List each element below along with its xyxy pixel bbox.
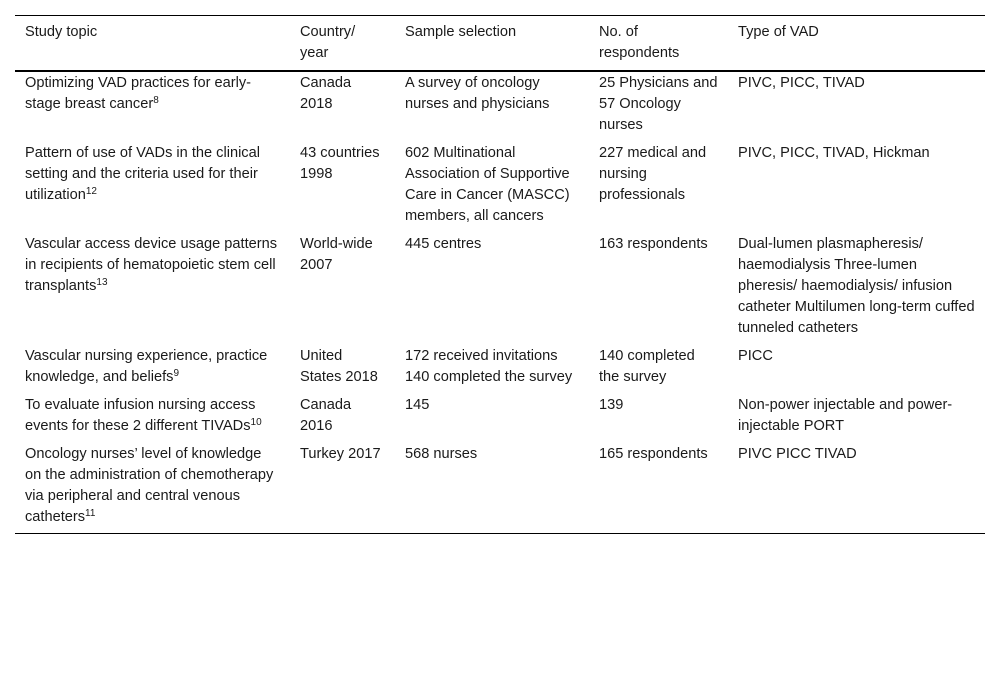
cell-sample-selection: A survey of oncology nurses and physicians bbox=[405, 75, 550, 112]
cell-vad-type: Dual-lumen plasmapheresis/ haemodialysis Three-lumen pheresis/ haemodialysis/ infusion catheter Multilumen long-term cuffed tunneled catheters bbox=[738, 236, 975, 336]
cell-country-year: Turkey 2017 bbox=[300, 446, 381, 462]
cell-country-year: Canada 2016 bbox=[300, 397, 352, 434]
cell-sample-selection: 172 received invitations 140 completed the survey bbox=[405, 348, 573, 385]
reference-number: 9 bbox=[173, 368, 180, 379]
cell-respondents: 165 respondents bbox=[599, 446, 708, 462]
header-study-topic: Study topic bbox=[25, 24, 98, 40]
reference-number: 13 bbox=[96, 277, 108, 288]
reference-number: 8 bbox=[153, 95, 159, 106]
cell-respondents: 163 respondents bbox=[599, 236, 708, 252]
vad-studies-table bbox=[15, 15, 985, 534]
cell-country-year: World-wide 2007 bbox=[300, 236, 373, 273]
table-header bbox=[15, 16, 985, 72]
cell-respondents: 140 completed the survey bbox=[599, 348, 695, 385]
cell-vad-type: PICC bbox=[738, 348, 773, 364]
cell-vad-type: PIVC, PICC, TIVAD bbox=[738, 75, 865, 91]
table-row bbox=[15, 137, 985, 228]
cell-sample-selection: 445 centres bbox=[405, 236, 482, 252]
cell-vad-type: Non-power injectable and power-injectable PORT bbox=[738, 397, 953, 434]
table-row bbox=[15, 228, 985, 340]
table-row bbox=[15, 71, 985, 137]
reference-number: 12 bbox=[85, 186, 97, 197]
topic-text: Vascular access device usage patterns in recipients of hematopoietic stem cell transplants bbox=[25, 236, 278, 294]
cell-respondents: 25 Physicians and 57 Oncology nurses bbox=[599, 75, 718, 133]
cell-vad-type: PIVC PICC TIVAD bbox=[738, 446, 857, 462]
cell-sample-selection: 568 nurses bbox=[405, 446, 478, 462]
cell-country-year: 43 countries 1998 bbox=[300, 145, 380, 182]
reference-number: 10 bbox=[250, 417, 262, 428]
cell-study-topic bbox=[15, 228, 290, 340]
cell-study-topic bbox=[15, 438, 290, 534]
topic-text: Optimizing VAD practices for early-stage breast cancer bbox=[25, 75, 251, 112]
cell-study-topic bbox=[15, 137, 290, 228]
header-respondents: No. of respondents bbox=[599, 24, 680, 61]
topic-text: Pattern of use of VADs in the clinical setting and the criteria used for their utilization bbox=[25, 145, 260, 203]
cell-respondents: 139 bbox=[599, 397, 624, 413]
header-sample-selection: Sample selection bbox=[405, 24, 517, 40]
topic-text: To evaluate infusion nursing access events for these 2 different TIVADs bbox=[25, 397, 256, 434]
cell-sample-selection: 602 Multinational Association of Supportive Care in Cancer (MASCC) members, all cancers bbox=[405, 145, 570, 224]
cell-respondents: 227 medical and nursing professionals bbox=[599, 145, 707, 203]
table-row bbox=[15, 389, 985, 438]
cell-sample-selection: 145 bbox=[405, 397, 430, 413]
topic-text: Vascular nursing experience, practice knowledge, and beliefs bbox=[25, 348, 268, 385]
table-body bbox=[15, 71, 985, 534]
reference-number: 11 bbox=[85, 508, 96, 519]
cell-study-topic bbox=[15, 71, 290, 137]
cell-study-topic bbox=[15, 340, 290, 389]
table-row bbox=[15, 438, 985, 534]
cell-country-year: United States 2018 bbox=[300, 348, 378, 385]
header-country-year: Country/ year bbox=[300, 24, 356, 61]
topic-text: Oncology nurses’ level of knowledge on the administration of chemotherapy via peripheral and central venous catheters bbox=[25, 446, 274, 525]
cell-country-year: Canada 2018 bbox=[300, 75, 352, 112]
cell-vad-type: PIVC, PICC, TIVAD, Hickman bbox=[738, 145, 930, 161]
table-row bbox=[15, 340, 985, 389]
header-vad-type: Type of VAD bbox=[738, 24, 819, 40]
cell-study-topic bbox=[15, 389, 290, 438]
header-row bbox=[15, 16, 985, 72]
